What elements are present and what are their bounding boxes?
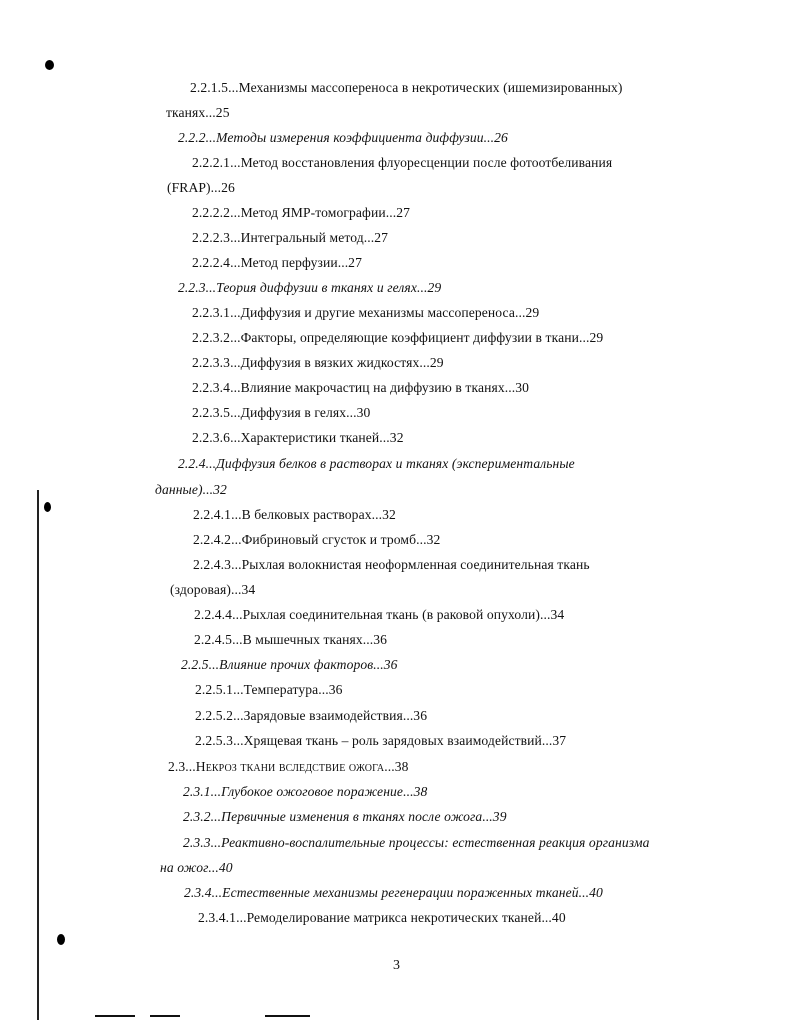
toc-entry: 2.2.3.5...Диффузия в гелях...30: [192, 405, 371, 420]
scan-edge-mark: [265, 1015, 310, 1017]
page-number: 3: [393, 958, 400, 973]
toc-entry: 2.2.4...Диффузия белков в растворах и тканях (экспериментальные: [178, 456, 575, 471]
toc-entry: 2.2.3.6...Характеристики тканей...32: [192, 430, 404, 445]
toc-entry: 2.3.2...Первичные изменения в тканях после ожога...39: [183, 809, 507, 824]
scan-edge-mark: [95, 1015, 135, 1017]
toc-entry: 2.2.2...Методы измерения коэффициента диффузии...26: [178, 130, 508, 145]
toc-entry: 2.2.2.2...Метод ЯМР-томографии...27: [192, 205, 410, 220]
toc-entry: тканях...25: [166, 105, 230, 120]
toc-entry: 2.2.3.3...Диффузия в вязких жидкостях...29: [192, 355, 444, 370]
toc-entry: 2.3.4...Естественные механизмы регенерации пораженных тканей...40: [184, 885, 603, 900]
toc-entry: 2.2.2.4...Метод перфузии...27: [192, 255, 362, 270]
toc-entry: 2.2.1.5...Механизмы массопереноса в некротических (ишемизированных): [190, 80, 623, 95]
toc-entry: на ожог...40: [160, 860, 233, 875]
toc-entry: (здоровая)...34: [170, 582, 256, 597]
toc-entry: 2.2.5.2...Зарядовые взаимодействия...36: [195, 708, 428, 723]
toc-entry: 2.2.4.3...Рыхлая волокнистая неоформленная соединительная ткань: [193, 557, 590, 572]
toc-entry: 2.2.4.2...Фибриновый сгусток и тромб...32: [193, 532, 441, 547]
toc-entry: 2.2.3.4...Влияние макрочастиц на диффузию в тканях...30: [192, 380, 530, 395]
toc-entry: 2.2.4.5...В мышечных тканях...36: [194, 632, 388, 647]
toc-entry: 2.2.4.4...Рыхлая соединительная ткань (в раковой опухоли)...34: [194, 607, 565, 622]
toc-entry: данные)...32: [155, 482, 227, 497]
hole-punch-mark: [57, 934, 65, 945]
scan-edge-mark: [150, 1015, 180, 1017]
toc-entry: 2.2.5.1...Температура...36: [195, 682, 343, 697]
toc-entry: 2.3.4.1...Ремоделирование матрикса некротических тканей...40: [198, 910, 566, 925]
toc-entry: (FRAP)...26: [167, 180, 235, 195]
toc-entry: 2.3...Некроз ткани вследствие ожога...38: [168, 759, 409, 774]
toc-entry: 2.2.5.3...Хрящевая ткань – роль зарядовых взаимодействий...37: [195, 733, 567, 748]
toc-entry: 2.2.3...Теория диффузии в тканях и гелях...29: [178, 280, 442, 295]
toc-entry: 2.3.1...Глубокое ожоговое поражение...38: [183, 784, 428, 799]
toc-entry: 2.2.2.3...Интегральный метод...27: [192, 230, 389, 245]
toc-entry: 2.3.3...Реактивно-воспалительные процессы: естественная реакция организма: [183, 835, 650, 850]
hole-punch-mark: [45, 60, 54, 70]
toc-entry: 2.2.4.1...В белковых растворах...32: [193, 507, 396, 522]
toc-entry: 2.2.3.1...Диффузия и другие механизмы массопереноса...29: [192, 305, 540, 320]
hole-punch-mark: [44, 502, 51, 512]
toc-entry: 2.2.5...Влияние прочих факторов...36: [181, 657, 398, 672]
scan-margin-line: [37, 490, 39, 1020]
toc-entry: 2.2.2.1...Метод восстановления флуоресценции после фотоотбеливания: [192, 155, 613, 170]
toc-entry: 2.2.3.2...Факторы, определяющие коэффициент диффузии в ткани...29: [192, 330, 604, 345]
